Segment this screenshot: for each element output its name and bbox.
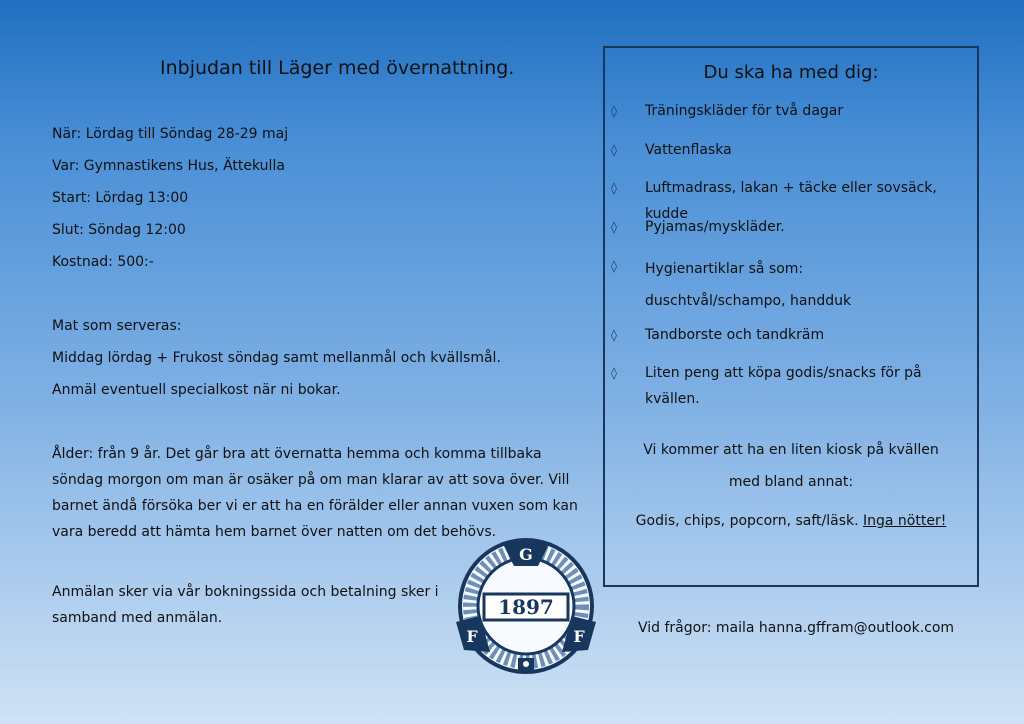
packing-panel <box>603 46 979 587</box>
food-heading: Mat som serveras: <box>52 318 182 334</box>
diamond-icon: ◊ <box>611 143 617 157</box>
packing-item-label: Pyjamas/myskläder. <box>645 219 785 235</box>
diamond-icon: ◊ <box>611 328 617 342</box>
logo-letter-f-left: F <box>466 627 478 646</box>
packing-item-label: Träningskläder för två dagar <box>645 103 844 119</box>
kiosk-items: Godis, chips, popcorn, saft/läsk. <box>635 513 859 529</box>
packing-item <box>611 137 975 163</box>
club-logo <box>452 534 600 676</box>
packing-item-label: Luftmadrass, lakan + täcke eller sovsäck, kudde <box>645 180 937 222</box>
food-line: Middag lördag + Frukost söndag samt mellanmål och kvällsmål. <box>52 350 501 366</box>
logo-letter-g: G <box>519 545 533 564</box>
detail-where: Var: Gymnastikens Hus, Ättekulla <box>52 158 285 174</box>
logo-letter-f-right: F <box>573 627 585 646</box>
packing-item-label: Liten peng att köpa godis/snacks för på kvällen. <box>645 365 922 407</box>
diamond-icon: ◊ <box>611 220 617 234</box>
detail-start: Start: Lördag 13:00 <box>52 190 189 206</box>
kiosk-no-nuts: Inga nötter! <box>863 513 947 529</box>
packing-item <box>611 214 975 240</box>
detail-cost: Kostnad: 500:- <box>52 254 154 270</box>
logo-year: 1897 <box>498 595 554 619</box>
contact-line: Vid frågor: maila hanna.gffram@outlook.com <box>638 620 955 636</box>
kiosk-line-1: Vi kommer att ha en liten kiosk på kvällen <box>643 442 939 458</box>
food-note: Anmäl eventuell specialkost när ni bokar. <box>52 382 341 398</box>
diamond-icon: ◊ <box>611 259 617 273</box>
diamond-icon: ◊ <box>611 104 617 118</box>
detail-when: När: Lördag till Söndag 28-29 maj <box>52 126 289 142</box>
packing-item <box>611 360 975 412</box>
packing-item-label: Hygienartiklar så som: duschtvål/schampo, handduk <box>645 261 852 309</box>
detail-end: Slut: Söndag 12:00 <box>52 222 186 238</box>
invitation-title: Inbjudan till Läger med övernattning. <box>160 57 515 79</box>
kiosk-line-2: med bland annat: <box>728 474 854 490</box>
packing-item <box>611 98 975 124</box>
packing-item <box>611 253 945 317</box>
kiosk-line-3 <box>605 513 977 529</box>
packing-item-label: Tandborste och tandkräm <box>645 327 825 343</box>
packing-title: Du ska ha med dig: <box>703 62 879 83</box>
diamond-icon: ◊ <box>611 366 617 380</box>
diamond-icon: ◊ <box>611 181 617 195</box>
registration-paragraph: Anmälan sker via vår bokningssida och betalning sker i samband med anmälan. <box>52 584 439 626</box>
packing-item <box>611 322 975 348</box>
age-paragraph: Ålder: från 9 år. Det går bra att övernatta hemma och komma tillbaka söndag morgon om man är osäker på om man klarar av att sova över. Vill barnet ändå försöka ber vi er att ha en förälder eller annan vuxen som kan vara beredd att hämta hem barnet över natten om det behövs. <box>52 446 578 540</box>
packing-item-label: Vattenflaska <box>645 142 732 158</box>
